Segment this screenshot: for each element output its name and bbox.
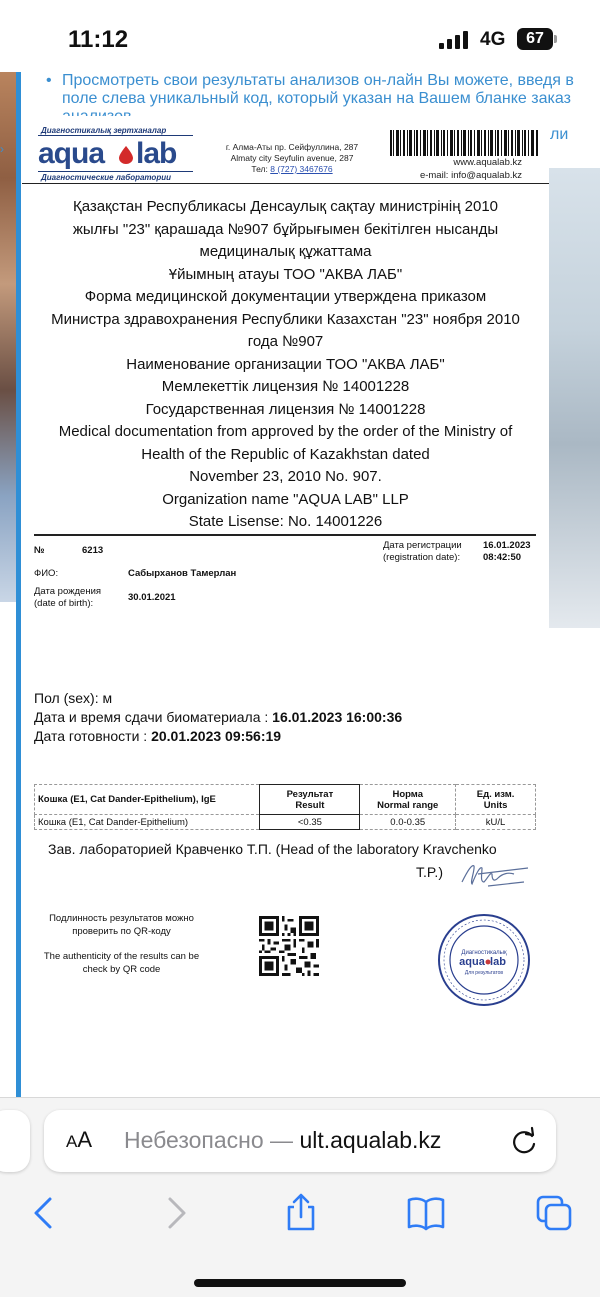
home-indicator[interactable]	[194, 1279, 406, 1287]
dob-label-en: (date of birth):	[34, 598, 94, 609]
result-header-en: Result	[295, 799, 325, 811]
test-norm: 0.0-0.35	[360, 815, 456, 830]
legal-line: Форма медицинской документации утверждена приказом	[84, 288, 487, 305]
lab-report-document	[22, 116, 549, 1097]
logo-lab: lab	[136, 137, 177, 170]
status-bar	[0, 0, 600, 72]
result-header-ru: Результат	[286, 788, 334, 800]
norm-header-en: Normal range	[377, 799, 439, 811]
legal-line: Medical documentation from approved by the order of the Ministry of	[58, 423, 513, 440]
back-icon[interactable]	[26, 1193, 66, 1233]
norm-header	[360, 785, 456, 815]
patient-name: Сабырханов Тамерлан	[128, 568, 237, 579]
sex-label: Пол (sex):	[34, 690, 99, 706]
website[interactable]: www.aqualab.kz	[453, 157, 522, 168]
table-row	[35, 815, 536, 830]
patient-info	[22, 116, 549, 676]
svg-text:Диагностикалық: Диагностикалық	[461, 950, 507, 956]
logo-subtitle-ru: Диагностические лаборатории	[38, 171, 193, 182]
clock: 11:12	[68, 26, 129, 53]
test-result: <0.35	[260, 815, 360, 830]
results-table	[34, 784, 536, 830]
web-page[interactable]	[0, 72, 600, 1097]
address-bar[interactable]	[44, 1110, 556, 1172]
cellular-signal-icon	[439, 31, 468, 49]
svg-text:lab: lab	[490, 956, 506, 968]
bullet-icon: •	[46, 72, 52, 89]
table-header-row	[35, 785, 536, 815]
norm-header-ru: Норма	[392, 788, 423, 800]
web-text-line[interactable]: Просмотреть свои результаты анализов он-лайн Вы можете, введя в	[62, 72, 574, 89]
legal-line: Health of the Republic of Kazakhstan dated	[141, 445, 430, 463]
address-en: Almaty city Seyfulin avenue, 287	[230, 153, 354, 163]
accent-strip	[16, 72, 21, 1097]
legal-line: Наименование организации ТОО "АКВА ЛАБ"	[126, 355, 445, 373]
legal-line: Organization name "AQUA LAB" LLP	[162, 490, 409, 508]
auth-en-line: The authenticity of the results can be	[43, 951, 200, 962]
head-lab-line2: T.P.)	[416, 864, 443, 880]
logo-subtitle-kz: Диагностикалық зертханалар	[38, 126, 193, 136]
legal-line: жылғы "23" қарашада №907 бұйрығымен бекітілген нысанды	[72, 220, 499, 238]
legal-line: November 23, 2010 No. 907.	[189, 468, 382, 485]
biomaterial-line	[34, 709, 402, 725]
test-units: kU/L	[456, 815, 536, 830]
legal-line: года №907	[247, 333, 324, 350]
biomaterial-value: 16.01.2023 16:00:36	[272, 709, 403, 725]
test-header: Кошка (E1, Cat Dander-Epithelium), IgE	[35, 785, 260, 815]
web-text-line[interactable]: поле слева уникальный код, который указан на Вашем бланке заказ	[62, 90, 571, 107]
browser-toolbar	[0, 1097, 600, 1297]
number-label: №	[34, 545, 45, 556]
aa-big: A	[77, 1127, 93, 1152]
bookmarks-icon[interactable]	[406, 1193, 446, 1233]
svg-text:Для результатов: Для результатов	[464, 970, 504, 976]
qr-code[interactable]	[259, 916, 319, 976]
legal-line: Государственная лицензия № 14001228	[145, 400, 426, 418]
previous-tab-preview[interactable]	[0, 1110, 30, 1172]
reg-date-label-en: (registration date):	[383, 552, 461, 563]
sex-value: м	[102, 690, 113, 706]
result-header	[260, 785, 360, 815]
ready-line	[34, 728, 281, 744]
dob: 30.01.2021	[128, 592, 176, 603]
reg-date: 16.01.2023	[483, 540, 531, 551]
insecure-label: Небезопасно —	[124, 1127, 294, 1153]
legal-line: Қазақстан Республикасы Денсаулық сақтау министрінің 2010	[72, 198, 499, 215]
head-of-lab	[48, 838, 538, 880]
battery-icon	[517, 28, 557, 50]
svg-text:aqua: aqua	[459, 956, 485, 968]
collapsed-tab-icon[interactable]: ›	[0, 142, 4, 156]
web-link-fragment[interactable]: ли	[550, 126, 569, 143]
auth-note-en	[34, 950, 209, 976]
aa-small: A	[66, 1132, 78, 1151]
background-photo-right	[549, 168, 600, 628]
legal-line: Мемлекеттік лицензия № 14001228	[161, 378, 410, 395]
auth-note-ru	[34, 912, 209, 938]
logo-aqua: aqua	[38, 137, 105, 170]
legal-line: Министра здравохранения Республики Казахстан "23" ноября 2010	[51, 310, 520, 328]
order-number: 6213	[82, 545, 104, 556]
stamp-seal	[436, 912, 532, 1008]
ready-label: Дата готовности :	[34, 728, 148, 744]
url-display[interactable]	[124, 1127, 441, 1154]
phone-label: Тел:	[251, 164, 268, 174]
dob-label-ru: Дата рождения	[34, 586, 102, 597]
battery-level: 67	[517, 28, 553, 50]
units-header-ru: Ед. изм.	[476, 788, 515, 800]
legal-line: Ұйымның атауы ТОО "АКВА ЛАБ"	[168, 265, 403, 283]
biomaterial-label: Дата и время сдачи биоматериала :	[34, 709, 269, 725]
auth-ru-line: проверить по QR-коду	[72, 926, 171, 937]
legal-line: медициналық құжаттама	[199, 243, 372, 260]
test-name: Кошка (E1, Cat Dander-Epithelium)	[35, 815, 260, 830]
head-lab-line1: Зав. лабораторией Кравченко Т.П. (Head of the laboratory Kravchenko	[48, 841, 497, 857]
auth-ru-line: Подлинность результатов можно	[49, 913, 194, 924]
signature-image	[458, 860, 532, 890]
reg-date-label-ru: Дата регистрации	[383, 540, 462, 551]
reg-time: 08:42:50	[483, 552, 522, 563]
email[interactable]: e-mail: info@aqualab.kz	[419, 170, 522, 181]
reader-options-button[interactable]	[66, 1127, 92, 1153]
tabs-icon[interactable]	[534, 1193, 574, 1233]
url-domain: ult.aqualab.kz	[299, 1127, 442, 1153]
auth-en-line: check by QR code	[82, 964, 161, 975]
legal-line: State Lisense: No. 14001226	[188, 513, 383, 530]
ready-value: 20.01.2023 09:56:19	[151, 728, 282, 744]
reload-icon[interactable]	[510, 1126, 538, 1156]
sex-line	[34, 690, 112, 706]
units-header	[456, 785, 536, 815]
name-label: ФИО:	[34, 568, 59, 579]
address-ru: г. Алма-Аты пр. Сейфуллина, 287	[225, 142, 359, 152]
forward-icon[interactable]	[156, 1193, 196, 1233]
phone-link[interactable]: 8 (727) 3467676	[270, 164, 333, 174]
units-header-en: Units	[483, 799, 508, 811]
network-type: 4G	[480, 29, 506, 50]
share-icon[interactable]	[281, 1193, 321, 1233]
